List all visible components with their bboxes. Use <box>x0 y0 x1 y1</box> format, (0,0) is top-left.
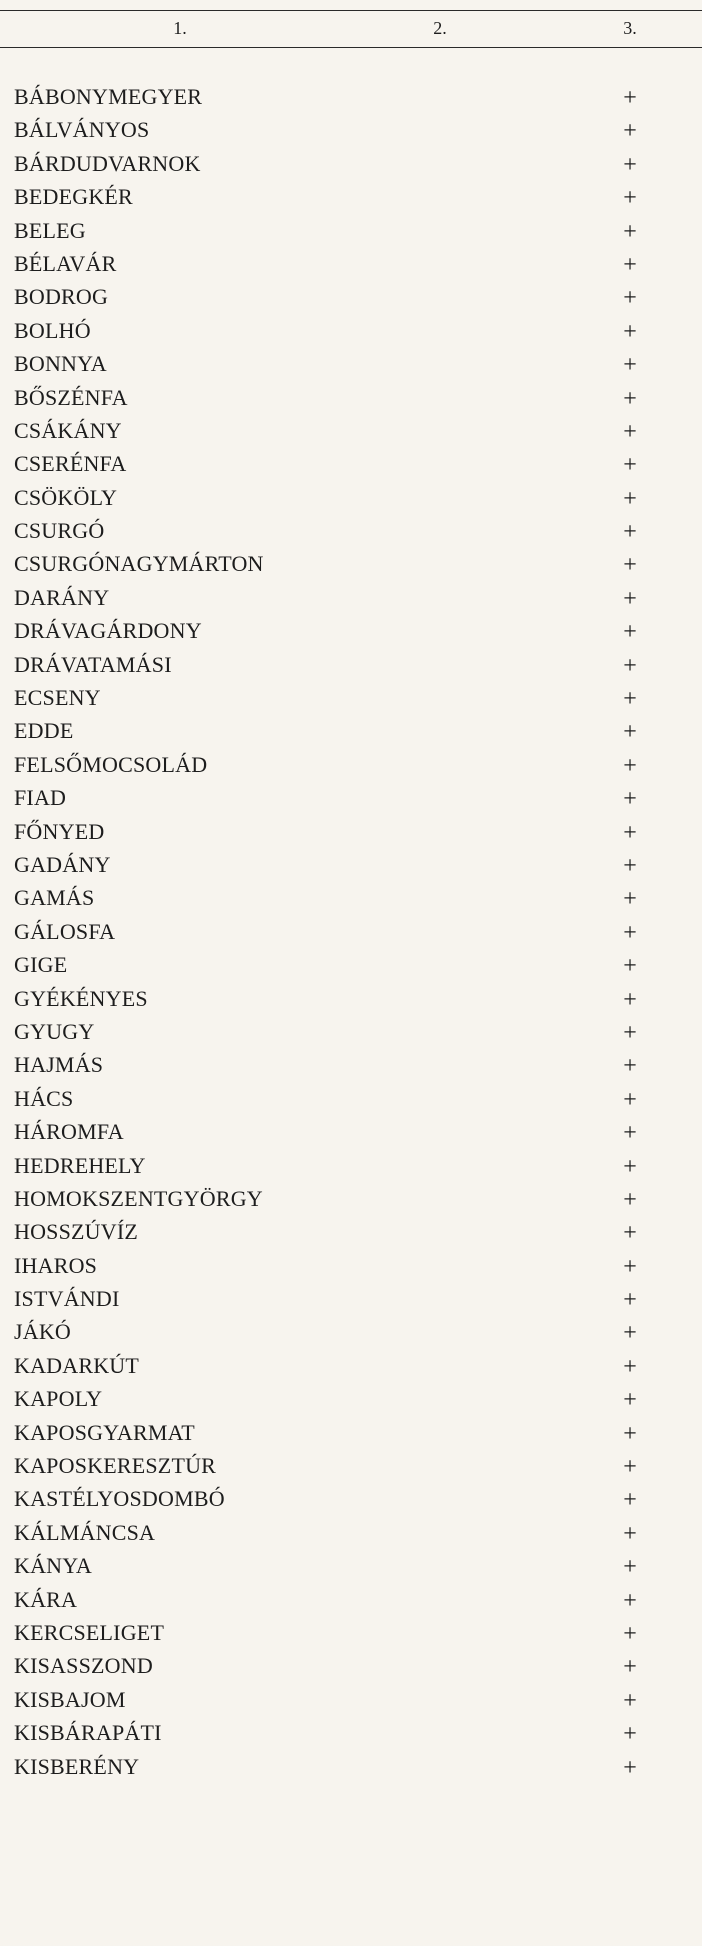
table-row <box>0 1015 702 1048</box>
table-row <box>0 748 702 781</box>
settlement-name: KAPOSKERESZTÚR <box>14 1453 217 1479</box>
settlement-name: CSURGÓ <box>14 518 105 544</box>
table-row <box>0 1616 702 1649</box>
table-row <box>0 1215 702 1248</box>
settlement-name: GYUGY <box>14 1018 95 1044</box>
settlement-list <box>0 80 702 1783</box>
table-row <box>0 414 702 447</box>
column-3-mark: + <box>623 185 637 212</box>
settlement-name: BOLHÓ <box>14 317 91 343</box>
table-row <box>0 581 702 614</box>
column-3-mark: + <box>623 585 637 612</box>
column-header-3: 3. <box>623 18 637 38</box>
column-3-mark: + <box>623 953 637 980</box>
column-3-mark: + <box>623 719 637 746</box>
column-3-mark: + <box>623 418 637 445</box>
settlement-name: CSÖKÖLY <box>14 484 118 510</box>
column-3-mark: + <box>623 1454 637 1481</box>
column-3-mark: + <box>623 1186 637 1213</box>
table-row <box>0 214 702 247</box>
table-row <box>0 1315 702 1348</box>
table-row <box>0 681 702 714</box>
table-row <box>0 714 702 747</box>
table-row <box>0 147 702 180</box>
settlement-name: KISASSZOND <box>14 1653 153 1679</box>
settlement-name: GYÉKÉNYES <box>14 985 148 1011</box>
settlement-name: HEDREHELY <box>14 1152 146 1178</box>
column-3-mark: + <box>623 1086 637 1113</box>
settlement-name: BÉLAVÁR <box>14 250 117 276</box>
settlement-name: BONNYA <box>14 351 107 377</box>
column-3-mark: + <box>623 786 637 813</box>
table-row <box>0 1382 702 1415</box>
column-3-mark: + <box>623 1353 637 1380</box>
settlement-name: DARÁNY <box>14 584 110 610</box>
table-row <box>0 815 702 848</box>
column-3-mark: + <box>623 352 637 379</box>
column-3-mark: + <box>623 1721 637 1748</box>
table-row <box>0 347 702 380</box>
column-3-mark: + <box>623 1220 637 1247</box>
column-3-mark: + <box>623 1320 637 1347</box>
settlement-name: GÁLOSFA <box>14 918 116 944</box>
settlement-name: KAPOLY <box>14 1386 103 1412</box>
settlement-name: BODROG <box>14 284 109 310</box>
table-row <box>0 648 702 681</box>
column-3-mark: + <box>623 118 637 145</box>
table-row <box>0 1115 702 1148</box>
settlement-name: CSERÉNFA <box>14 451 127 477</box>
settlement-name: JÁKÓ <box>14 1319 72 1345</box>
column-3-mark: + <box>623 1687 637 1714</box>
settlement-name: KÁRA <box>14 1586 78 1612</box>
settlement-name: BÁLVÁNYOS <box>14 117 150 143</box>
column-3-mark: + <box>623 819 637 846</box>
table-row <box>0 982 702 1015</box>
table-row <box>0 1449 702 1482</box>
settlement-name: HÁROMFA <box>14 1119 124 1145</box>
column-3-mark: + <box>623 251 637 278</box>
table-row <box>0 1683 702 1716</box>
settlement-name: KADARKÚT <box>14 1352 140 1378</box>
column-3-mark: + <box>623 1120 637 1147</box>
column-3-mark: + <box>623 519 637 546</box>
settlement-name: BŐSZÉNFA <box>14 384 128 410</box>
table-row <box>0 881 702 914</box>
table-row <box>0 447 702 480</box>
column-3-mark: + <box>623 1253 637 1280</box>
table-row <box>0 80 702 113</box>
settlement-name: HOSSZÚVÍZ <box>14 1219 139 1245</box>
column-3-mark: + <box>623 1387 637 1414</box>
settlement-name: KISBAJOM <box>14 1686 126 1712</box>
settlement-name: GADÁNY <box>14 851 111 877</box>
settlement-name: BÁBONYMEGYER <box>14 84 203 109</box>
settlement-name: FIAD <box>14 785 67 811</box>
column-3-mark: + <box>623 385 637 412</box>
column-3-mark: + <box>623 1420 637 1447</box>
table-row <box>0 614 702 647</box>
settlement-name: DRÁVAGÁRDONY <box>14 618 202 644</box>
column-3-mark: + <box>623 285 637 312</box>
column-3-mark: + <box>623 1754 637 1781</box>
table-row <box>0 113 702 146</box>
settlement-name: IHAROS <box>14 1252 98 1278</box>
settlement-name: CSURGÓNAGYMÁRTON <box>14 551 264 577</box>
top-rule <box>0 10 702 11</box>
settlement-name: EDDE <box>14 718 74 744</box>
column-3-mark: + <box>623 151 637 178</box>
column-3-mark: + <box>623 919 637 946</box>
table-row <box>0 1649 702 1682</box>
settlement-name: ISTVÁNDI <box>14 1286 120 1312</box>
column-3-mark: + <box>623 552 637 579</box>
settlement-name: KÁNYA <box>14 1553 92 1579</box>
settlement-name: GAMÁS <box>14 885 95 911</box>
table-row <box>0 1249 702 1282</box>
settlement-name: KAPOSGYARMAT <box>14 1419 195 1445</box>
settlement-name: BÁRDUDVARNOK <box>14 150 201 176</box>
settlement-name: FŐNYED <box>14 818 105 844</box>
column-3-mark: + <box>623 1520 637 1547</box>
table-row <box>0 1716 702 1749</box>
column-3-mark: + <box>623 986 637 1013</box>
settlement-name: KISBÁRAPÁTI <box>14 1720 162 1746</box>
table-row <box>0 915 702 948</box>
table-row <box>0 1516 702 1549</box>
column-3-mark: + <box>623 1587 637 1614</box>
column-3-mark: + <box>623 1487 637 1514</box>
column-3-mark: + <box>623 652 637 679</box>
table-row <box>0 1082 702 1115</box>
settlement-name: DRÁVATAMÁSI <box>14 651 172 677</box>
column-3-mark: + <box>623 318 637 345</box>
column-3-mark: + <box>623 218 637 245</box>
table-row <box>0 1482 702 1515</box>
table-row <box>0 848 702 881</box>
table-row <box>0 314 702 347</box>
table-row <box>0 1182 702 1215</box>
table-row <box>0 280 702 313</box>
column-3-mark: + <box>623 1287 637 1314</box>
table-row <box>0 1750 702 1783</box>
settlement-name: CSÁKÁNY <box>14 417 122 443</box>
settlement-name: FELSŐMOCSOLÁD <box>14 751 208 777</box>
settlement-name: KISBERÉNY <box>14 1753 140 1779</box>
table-row <box>0 514 702 547</box>
table-row <box>0 247 702 280</box>
table-row <box>0 180 702 213</box>
column-3-mark: + <box>623 1654 637 1681</box>
table-row <box>0 1549 702 1582</box>
column-3-mark: + <box>623 686 637 713</box>
column-3-mark: + <box>623 1554 637 1581</box>
settlement-name: HÁCS <box>14 1085 74 1111</box>
table-row <box>0 1149 702 1182</box>
settlement-name: HAJMÁS <box>14 1052 104 1078</box>
settlement-name: BELEG <box>14 217 86 243</box>
settlement-name: KASTÉLYOSDOMBÓ <box>14 1486 225 1512</box>
settlement-name: HOMOKSZENTGYÖRGY <box>14 1185 263 1211</box>
column-3-mark: + <box>623 1053 637 1080</box>
settlement-name: KÁLMÁNCSA <box>14 1519 156 1545</box>
column-3-mark: + <box>623 852 637 879</box>
table-row <box>0 1349 702 1382</box>
table-row <box>0 1583 702 1616</box>
column-3-mark: + <box>623 752 637 779</box>
column-3-mark: + <box>623 1620 637 1647</box>
table-row <box>0 1282 702 1315</box>
table-row <box>0 948 702 981</box>
settlement-name: GIGE <box>14 952 68 978</box>
column-header-2: 2. <box>433 18 447 38</box>
table-row <box>0 1048 702 1081</box>
table-row <box>0 481 702 514</box>
settlement-name: ECSENY <box>14 685 101 711</box>
column-header-1: 1. <box>173 18 187 38</box>
column-3-mark: + <box>623 619 637 646</box>
column-3-mark: + <box>623 1019 637 1046</box>
table-row <box>0 547 702 580</box>
table-row <box>0 1416 702 1449</box>
column-3-mark: + <box>623 1153 637 1180</box>
column-3-mark: + <box>623 485 637 512</box>
settlement-name: BEDEGKÉR <box>14 184 133 210</box>
column-3-mark: + <box>623 85 637 111</box>
header-rule <box>0 47 702 48</box>
column-3-mark: + <box>623 886 637 913</box>
table-row <box>0 381 702 414</box>
column-3-mark: + <box>623 452 637 479</box>
settlement-name: KERCSELIGET <box>14 1619 165 1645</box>
table-row <box>0 781 702 814</box>
